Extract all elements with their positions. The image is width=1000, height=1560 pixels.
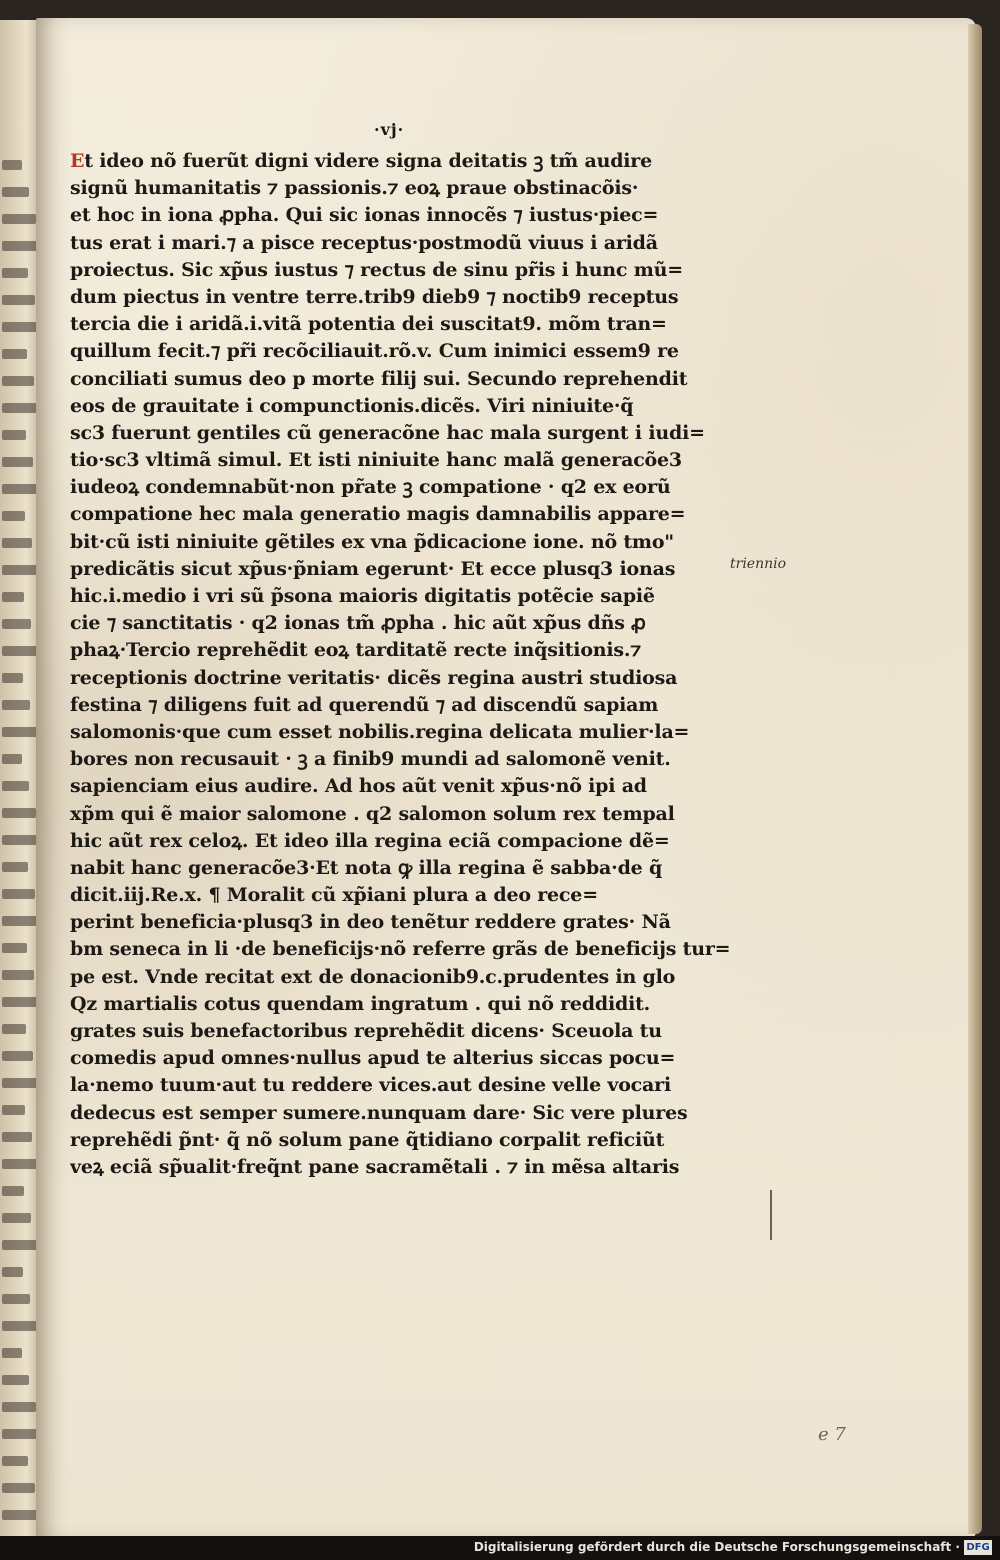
text-line: reprehẽdi p̃nt· q̃ nõ solum pane q̃tidiano corpalit reficiũt xyxy=(70,1128,665,1151)
text-line: tercia die i aridã.i.vitã potentia dei suscitat9. mõm tran= xyxy=(70,313,667,336)
facing-page-text-fragment xyxy=(2,1402,36,1412)
facing-page-text-fragment xyxy=(2,781,29,791)
text-line: tus erat i mari.⁊ a pisce receptus·postmodũ viuus i aridã xyxy=(70,231,658,254)
signature-mark: e 7 xyxy=(818,1424,846,1445)
text-line: festina ⁊ diligens fuit ad querendũ ⁊ ad discendũ sapiam xyxy=(70,693,659,716)
facing-page-text-fragment xyxy=(2,1456,28,1466)
facing-page-text-fragment xyxy=(2,1024,26,1034)
facing-page-text-fragment xyxy=(2,295,35,305)
text-line: pe est. Vnde recitat ext de donacionib9.c.prudentes in glo xyxy=(70,965,676,988)
margin-stroke xyxy=(770,1190,772,1240)
text-line: veꝝ eciã sp̃ualit·freq̃nt pane sacramẽtali . ⁊ in mẽsa altaris xyxy=(70,1155,680,1178)
text-line: Et ideo nõ fuerũt digni videre signa deitatis ꝫ tm̃ audire xyxy=(70,150,653,172)
facing-page-text-fragment xyxy=(2,646,38,656)
facing-page-text-fragment xyxy=(2,1348,22,1358)
facing-page-text-fragment xyxy=(2,700,30,710)
text-line: la·nemo tuum·aut tu reddere vices.aut desine velle vocari xyxy=(70,1074,671,1097)
facing-page-text-fragment xyxy=(2,808,36,818)
text-line: predicãtis sicut xp̃us·p̃niam egerunt· Et ecce plusq3 ionas xyxy=(70,557,676,580)
facing-page-text-fragment xyxy=(2,349,27,359)
facing-page-text-fragment xyxy=(2,1132,32,1142)
text-line: Qz martialis cotus quendam ingratum . qui nõ reddidit. xyxy=(70,992,651,1015)
facing-page-text-fragment xyxy=(2,430,26,440)
facing-page-text-fragment xyxy=(2,1078,40,1088)
text-line: sc3 fuerunt gentiles cũ generacõne hac mala surgent i iudi= xyxy=(70,421,705,444)
facing-page-text-fragment xyxy=(2,619,31,629)
facing-page-text-fragment xyxy=(2,592,24,602)
text-line: bm seneca in li ·de beneficijs·nõ referre grãs de beneficijs tur= xyxy=(70,938,730,961)
text-line: phaꝝ·Tercio reprehẽdit eoꝝ tarditatẽ recte inq̃sitionis.⁊ xyxy=(70,639,641,662)
text-line: compatione hec mala generatio magis damnabilis appare= xyxy=(70,503,686,526)
facing-page-text-fragment xyxy=(2,862,28,872)
text-line: dedecus est semper sumere.nunquam dare· Sic vere plures xyxy=(70,1101,688,1124)
page-fore-edge xyxy=(968,24,982,1534)
text-line: sapienciam eius audire. Ad hos aũt venit xp̃us·nõ ipi ad xyxy=(70,775,647,798)
facing-page-text-fragment xyxy=(2,1240,38,1250)
facing-page-text-fragment xyxy=(2,538,32,548)
facing-page-text-fragment xyxy=(2,970,34,980)
text-line: bores non recusauit · ꝫ a finib9 mundi ad salomonẽ venit. xyxy=(70,748,671,771)
footer-credit: Digitalisierung gefördert durch die Deutsche Forschungsgemeinschaft · xyxy=(473,1540,960,1554)
text-line: bit·cũ isti niniuite gẽtiles ex vna p̃dicacione ione. nõ tmo" xyxy=(70,530,675,553)
facing-page-text-fragment xyxy=(2,1483,35,1493)
facing-page-text-fragment xyxy=(2,484,40,494)
margin-annotation: triennio xyxy=(730,556,787,572)
digitization-footer xyxy=(0,1536,1000,1560)
text-line: eos de grauitate i compunctionis.dicẽs. Viri niniuite·q̃ xyxy=(70,394,634,417)
text-line: grates suis benefactoribus reprehẽdit dicens· Sceuola tu xyxy=(70,1020,662,1042)
facing-page-text-fragment xyxy=(2,673,23,683)
text-line: hic aũt rex celoꝝ. Et ideo illa regina eciã compacione dẽ= xyxy=(70,829,670,852)
text-line: signũ humanitatis ⁊ passionis.⁊ eoꝝ praue obstinacõis· xyxy=(70,177,639,200)
facing-page-text-fragment xyxy=(2,268,28,278)
facing-page-text-fragment xyxy=(2,187,29,197)
facing-page-text-fragment xyxy=(2,565,39,575)
text-line: xp̃m qui ẽ maior salomone . q2 salomon solum rex tempal xyxy=(70,802,675,825)
text-line: perint beneficia·plusq3 in deo tenẽtur reddere grates· Nã xyxy=(70,911,671,934)
text-line: et hoc in iona ꝓpha. Qui sic ionas innocẽs ⁊ iustus·piec= xyxy=(70,204,659,227)
text-line: iudeoꝝ condemnabũt·non pr̃ate ꝫ compatione · q2 ex eorũ xyxy=(70,476,671,499)
facing-page-text-fragment xyxy=(2,1213,31,1223)
facing-page-text-fragment xyxy=(2,1267,23,1277)
facing-page-text-fragment xyxy=(2,727,37,737)
facing-page-text-fragment xyxy=(2,457,33,467)
facing-page-text-fragment xyxy=(2,943,27,953)
text-line: conciliati sumus deo p morte filij sui. Secundo reprehendit xyxy=(70,367,688,390)
text-line: comedis apud omnes·nullus apud te alterius siccas pocu= xyxy=(70,1047,676,1070)
text-line: tio·sc3 vltimã simul. Et isti niniuite hanc malã generacõe3 xyxy=(70,449,682,472)
text-line: cie ⁊ sanctitatis · q2 ionas tm̃ ꝓpha . hic aũt xp̃us dñs ꝓ xyxy=(70,612,646,635)
facing-page-text-fragment xyxy=(2,754,22,764)
facing-page-text-fragment xyxy=(2,160,22,170)
text-column xyxy=(70,148,730,1181)
text-line: receptionis doctrine veritatis· dicẽs regina austri studiosa xyxy=(70,666,678,689)
facing-page-text-fragment xyxy=(2,1186,24,1196)
text-line: salomonis·que cum esset nobilis.regina delicata mulier·la= xyxy=(70,720,690,743)
text-line: dicit.iij.Re.x. ¶ Moralit cũ xp̃iani plura a deo rece= xyxy=(70,884,598,907)
facing-page-text-fragment xyxy=(2,1294,30,1304)
folio-number: ·vj· xyxy=(374,120,405,139)
rubricated-initial: E xyxy=(70,150,85,172)
facing-page-text-fragment xyxy=(2,376,34,386)
facing-page-text-fragment xyxy=(2,1321,37,1331)
facing-page-text-fragment xyxy=(2,889,35,899)
facing-page-text-fragment xyxy=(2,1159,39,1169)
dfg-logo-icon: DFG xyxy=(964,1540,992,1555)
facing-page-text-fragment xyxy=(2,511,25,521)
text-line: nabit hanc generacõe3·Et nota ꝙ illa regina ẽ sabba·de q̃ xyxy=(70,856,663,879)
text-line: dum piectus in ventre terre.trib9 dieb9 ⁊ noctib9 receptus xyxy=(70,285,679,308)
text-line: hic.i.medio i vri sũ p̃sona maioris digitatis potẽcie sapiẽ xyxy=(70,585,655,607)
text-line: proiectus. Sic xp̃us iustus ⁊ rectus de sinu pr̃is i hunc mũ= xyxy=(70,258,683,281)
facing-page-text-fragment xyxy=(2,214,36,224)
text-line: quillum fecit.⁊ pr̃i recõciliauit.rõ.v. Cum inimici essem9 re xyxy=(70,340,679,363)
facing-page-text-fragment xyxy=(2,1105,25,1115)
facing-page-text-fragment xyxy=(2,1375,29,1385)
facing-page-text-fragment xyxy=(2,1051,33,1061)
